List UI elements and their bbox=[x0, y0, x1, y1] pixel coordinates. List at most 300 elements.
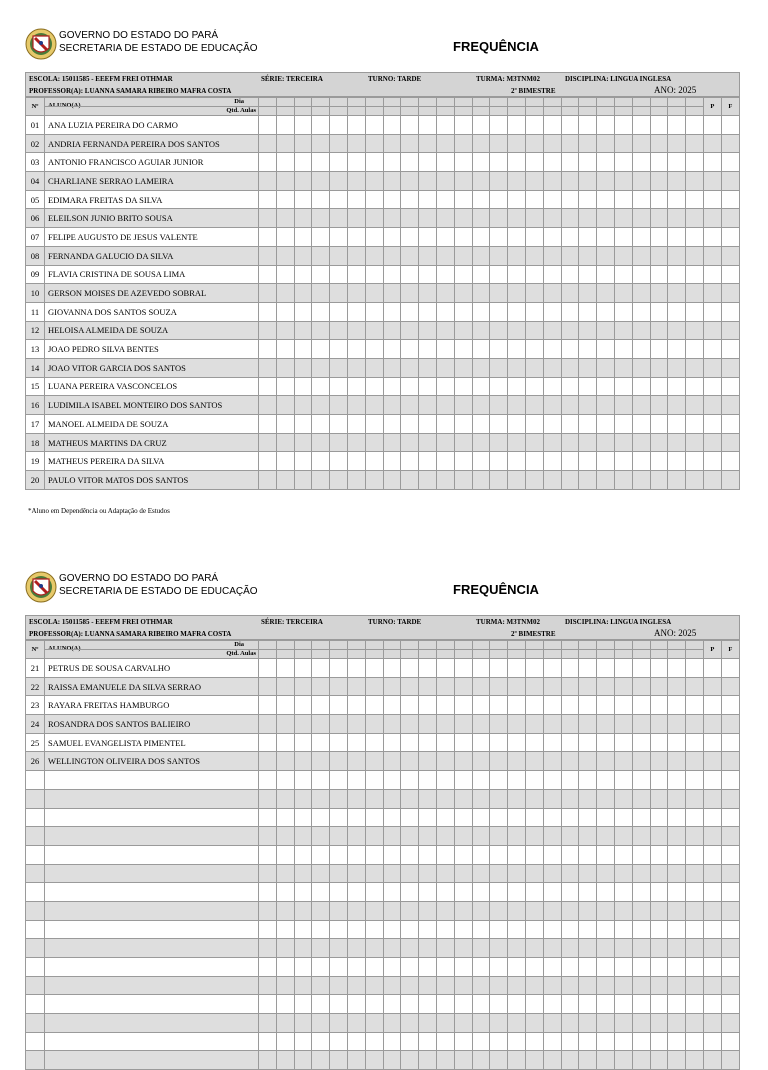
attendance-cell[interactable] bbox=[294, 246, 312, 265]
attendance-cell[interactable] bbox=[508, 920, 526, 939]
attendance-cell[interactable] bbox=[686, 190, 704, 209]
attendance-cell[interactable] bbox=[294, 1051, 312, 1070]
attendance-cell[interactable] bbox=[312, 677, 330, 696]
attendance-cell[interactable] bbox=[365, 471, 383, 490]
attendance-cell[interactable] bbox=[276, 995, 294, 1014]
attendance-cell[interactable] bbox=[525, 659, 543, 678]
attendance-cell[interactable] bbox=[686, 901, 704, 920]
attendance-cell[interactable] bbox=[383, 302, 401, 321]
attendance-cell[interactable] bbox=[472, 958, 490, 977]
day-column-header[interactable] bbox=[347, 641, 365, 659]
day-column-header[interactable] bbox=[490, 641, 508, 659]
attendance-cell[interactable] bbox=[436, 659, 454, 678]
attendance-cell[interactable] bbox=[383, 1051, 401, 1070]
day-column-header[interactable] bbox=[668, 98, 686, 116]
present-total-cell[interactable] bbox=[703, 209, 721, 228]
attendance-cell[interactable] bbox=[597, 153, 615, 172]
attendance-cell[interactable] bbox=[472, 1051, 490, 1070]
attendance-cell[interactable] bbox=[330, 284, 348, 303]
attendance-cell[interactable] bbox=[597, 284, 615, 303]
attendance-cell[interactable] bbox=[347, 995, 365, 1014]
attendance-cell[interactable] bbox=[597, 1051, 615, 1070]
attendance-cell[interactable] bbox=[632, 265, 650, 284]
attendance-cell[interactable] bbox=[419, 116, 437, 135]
attendance-cell[interactable] bbox=[259, 265, 277, 284]
attendance-cell[interactable] bbox=[686, 377, 704, 396]
attendance-cell[interactable] bbox=[383, 377, 401, 396]
attendance-cell[interactable] bbox=[347, 752, 365, 771]
attendance-cell[interactable] bbox=[490, 302, 508, 321]
attendance-cell[interactable] bbox=[312, 471, 330, 490]
absent-total-cell[interactable] bbox=[721, 920, 739, 939]
attendance-cell[interactable] bbox=[347, 696, 365, 715]
attendance-cell[interactable] bbox=[259, 920, 277, 939]
attendance-cell[interactable] bbox=[561, 677, 579, 696]
attendance-cell[interactable] bbox=[597, 340, 615, 359]
attendance-cell[interactable] bbox=[401, 246, 419, 265]
attendance-cell[interactable] bbox=[401, 827, 419, 846]
attendance-cell[interactable] bbox=[454, 976, 472, 995]
attendance-cell[interactable] bbox=[561, 976, 579, 995]
attendance-cell[interactable] bbox=[668, 808, 686, 827]
attendance-cell[interactable] bbox=[525, 1051, 543, 1070]
attendance-cell[interactable] bbox=[597, 976, 615, 995]
attendance-cell[interactable] bbox=[614, 995, 632, 1014]
attendance-cell[interactable] bbox=[668, 827, 686, 846]
attendance-cell[interactable] bbox=[490, 659, 508, 678]
attendance-cell[interactable] bbox=[508, 302, 526, 321]
attendance-cell[interactable] bbox=[383, 471, 401, 490]
attendance-cell[interactable] bbox=[508, 696, 526, 715]
attendance-cell[interactable] bbox=[597, 808, 615, 827]
attendance-cell[interactable] bbox=[668, 845, 686, 864]
attendance-cell[interactable] bbox=[686, 321, 704, 340]
attendance-cell[interactable] bbox=[401, 715, 419, 734]
attendance-cell[interactable] bbox=[650, 789, 668, 808]
attendance-cell[interactable] bbox=[597, 265, 615, 284]
attendance-cell[interactable] bbox=[436, 452, 454, 471]
attendance-cell[interactable] bbox=[561, 172, 579, 191]
present-total-cell[interactable] bbox=[703, 153, 721, 172]
attendance-cell[interactable] bbox=[312, 396, 330, 415]
attendance-cell[interactable] bbox=[525, 715, 543, 734]
attendance-cell[interactable] bbox=[543, 939, 561, 958]
attendance-cell[interactable] bbox=[508, 939, 526, 958]
attendance-cell[interactable] bbox=[294, 1014, 312, 1033]
attendance-cell[interactable] bbox=[436, 976, 454, 995]
attendance-cell[interactable] bbox=[614, 358, 632, 377]
absent-total-cell[interactable] bbox=[721, 358, 739, 377]
attendance-cell[interactable] bbox=[561, 789, 579, 808]
attendance-cell[interactable] bbox=[668, 733, 686, 752]
attendance-cell[interactable] bbox=[579, 433, 597, 452]
attendance-cell[interactable] bbox=[276, 808, 294, 827]
attendance-cell[interactable] bbox=[508, 153, 526, 172]
attendance-cell[interactable] bbox=[686, 752, 704, 771]
attendance-cell[interactable] bbox=[561, 659, 579, 678]
attendance-cell[interactable] bbox=[686, 209, 704, 228]
attendance-cell[interactable] bbox=[650, 471, 668, 490]
attendance-cell[interactable] bbox=[436, 827, 454, 846]
attendance-cell[interactable] bbox=[561, 190, 579, 209]
attendance-cell[interactable] bbox=[650, 696, 668, 715]
attendance-cell[interactable] bbox=[383, 771, 401, 790]
absent-total-cell[interactable] bbox=[721, 808, 739, 827]
attendance-cell[interactable] bbox=[454, 864, 472, 883]
attendance-cell[interactable] bbox=[259, 358, 277, 377]
attendance-cell[interactable] bbox=[259, 396, 277, 415]
present-total-cell[interactable] bbox=[703, 415, 721, 434]
attendance-cell[interactable] bbox=[383, 134, 401, 153]
attendance-cell[interactable] bbox=[668, 190, 686, 209]
attendance-cell[interactable] bbox=[365, 845, 383, 864]
attendance-cell[interactable] bbox=[508, 1051, 526, 1070]
attendance-cell[interactable] bbox=[508, 827, 526, 846]
day-column-header[interactable] bbox=[276, 98, 294, 116]
attendance-cell[interactable] bbox=[668, 789, 686, 808]
attendance-cell[interactable] bbox=[614, 901, 632, 920]
attendance-cell[interactable] bbox=[597, 827, 615, 846]
attendance-cell[interactable] bbox=[579, 845, 597, 864]
attendance-cell[interactable] bbox=[365, 864, 383, 883]
attendance-cell[interactable] bbox=[347, 901, 365, 920]
attendance-cell[interactable] bbox=[454, 883, 472, 902]
attendance-cell[interactable] bbox=[454, 659, 472, 678]
attendance-cell[interactable] bbox=[276, 321, 294, 340]
attendance-cell[interactable] bbox=[419, 976, 437, 995]
attendance-cell[interactable] bbox=[330, 789, 348, 808]
attendance-cell[interactable] bbox=[632, 659, 650, 678]
attendance-cell[interactable] bbox=[259, 827, 277, 846]
attendance-cell[interactable] bbox=[436, 995, 454, 1014]
attendance-cell[interactable] bbox=[472, 771, 490, 790]
attendance-cell[interactable] bbox=[632, 377, 650, 396]
attendance-cell[interactable] bbox=[561, 771, 579, 790]
attendance-cell[interactable] bbox=[686, 939, 704, 958]
attendance-cell[interactable] bbox=[330, 209, 348, 228]
attendance-cell[interactable] bbox=[472, 845, 490, 864]
attendance-cell[interactable] bbox=[561, 958, 579, 977]
attendance-cell[interactable] bbox=[561, 752, 579, 771]
attendance-cell[interactable] bbox=[436, 246, 454, 265]
attendance-cell[interactable] bbox=[401, 845, 419, 864]
attendance-cell[interactable] bbox=[294, 715, 312, 734]
attendance-cell[interactable] bbox=[419, 134, 437, 153]
absent-total-cell[interactable] bbox=[721, 471, 739, 490]
attendance-cell[interactable] bbox=[330, 1051, 348, 1070]
attendance-cell[interactable] bbox=[454, 209, 472, 228]
attendance-cell[interactable] bbox=[419, 845, 437, 864]
attendance-cell[interactable] bbox=[597, 901, 615, 920]
attendance-cell[interactable] bbox=[276, 471, 294, 490]
attendance-cell[interactable] bbox=[259, 284, 277, 303]
attendance-cell[interactable] bbox=[490, 958, 508, 977]
present-total-cell[interactable] bbox=[703, 358, 721, 377]
attendance-cell[interactable] bbox=[686, 228, 704, 247]
attendance-cell[interactable] bbox=[312, 377, 330, 396]
attendance-cell[interactable] bbox=[472, 976, 490, 995]
attendance-cell[interactable] bbox=[632, 958, 650, 977]
attendance-cell[interactable] bbox=[365, 284, 383, 303]
absent-total-cell[interactable] bbox=[721, 265, 739, 284]
attendance-cell[interactable] bbox=[490, 771, 508, 790]
attendance-cell[interactable] bbox=[454, 134, 472, 153]
day-column-header[interactable] bbox=[579, 98, 597, 116]
day-column-header[interactable] bbox=[686, 98, 704, 116]
absent-total-cell[interactable] bbox=[721, 845, 739, 864]
attendance-cell[interactable] bbox=[525, 190, 543, 209]
attendance-cell[interactable] bbox=[401, 452, 419, 471]
attendance-cell[interactable] bbox=[330, 415, 348, 434]
attendance-cell[interactable] bbox=[347, 172, 365, 191]
attendance-cell[interactable] bbox=[579, 340, 597, 359]
attendance-cell[interactable] bbox=[454, 246, 472, 265]
attendance-cell[interactable] bbox=[436, 845, 454, 864]
attendance-cell[interactable] bbox=[347, 771, 365, 790]
absent-total-cell[interactable] bbox=[721, 696, 739, 715]
present-total-cell[interactable] bbox=[703, 396, 721, 415]
attendance-cell[interactable] bbox=[579, 302, 597, 321]
attendance-cell[interactable] bbox=[650, 864, 668, 883]
attendance-cell[interactable] bbox=[454, 789, 472, 808]
attendance-cell[interactable] bbox=[454, 845, 472, 864]
attendance-cell[interactable] bbox=[614, 715, 632, 734]
attendance-cell[interactable] bbox=[365, 228, 383, 247]
attendance-cell[interactable] bbox=[259, 228, 277, 247]
attendance-cell[interactable] bbox=[472, 134, 490, 153]
attendance-cell[interactable] bbox=[686, 452, 704, 471]
attendance-cell[interactable] bbox=[276, 246, 294, 265]
attendance-cell[interactable] bbox=[597, 845, 615, 864]
day-column-header[interactable] bbox=[490, 98, 508, 116]
attendance-cell[interactable] bbox=[525, 1032, 543, 1051]
attendance-cell[interactable] bbox=[543, 733, 561, 752]
attendance-cell[interactable] bbox=[347, 976, 365, 995]
attendance-cell[interactable] bbox=[330, 321, 348, 340]
attendance-cell[interactable] bbox=[561, 396, 579, 415]
day-column-header[interactable] bbox=[508, 98, 526, 116]
attendance-cell[interactable] bbox=[579, 1032, 597, 1051]
attendance-cell[interactable] bbox=[490, 452, 508, 471]
attendance-cell[interactable] bbox=[543, 883, 561, 902]
attendance-cell[interactable] bbox=[525, 995, 543, 1014]
day-column-header[interactable] bbox=[525, 641, 543, 659]
attendance-cell[interactable] bbox=[525, 134, 543, 153]
attendance-cell[interactable] bbox=[508, 976, 526, 995]
attendance-cell[interactable] bbox=[419, 471, 437, 490]
attendance-cell[interactable] bbox=[436, 358, 454, 377]
attendance-cell[interactable] bbox=[490, 228, 508, 247]
attendance-cell[interactable] bbox=[632, 715, 650, 734]
attendance-cell[interactable] bbox=[508, 415, 526, 434]
attendance-cell[interactable] bbox=[276, 452, 294, 471]
attendance-cell[interactable] bbox=[525, 733, 543, 752]
attendance-cell[interactable] bbox=[347, 377, 365, 396]
attendance-cell[interactable] bbox=[330, 864, 348, 883]
attendance-cell[interactable] bbox=[419, 172, 437, 191]
attendance-cell[interactable] bbox=[347, 808, 365, 827]
attendance-cell[interactable] bbox=[525, 920, 543, 939]
attendance-cell[interactable] bbox=[614, 677, 632, 696]
attendance-cell[interactable] bbox=[312, 920, 330, 939]
attendance-cell[interactable] bbox=[561, 116, 579, 135]
attendance-cell[interactable] bbox=[632, 358, 650, 377]
attendance-cell[interactable] bbox=[276, 265, 294, 284]
attendance-cell[interactable] bbox=[365, 1032, 383, 1051]
attendance-cell[interactable] bbox=[383, 995, 401, 1014]
attendance-cell[interactable] bbox=[294, 396, 312, 415]
attendance-cell[interactable] bbox=[597, 883, 615, 902]
attendance-cell[interactable] bbox=[259, 771, 277, 790]
attendance-cell[interactable] bbox=[650, 358, 668, 377]
attendance-cell[interactable] bbox=[614, 752, 632, 771]
present-total-cell[interactable] bbox=[703, 1051, 721, 1070]
attendance-cell[interactable] bbox=[614, 976, 632, 995]
attendance-cell[interactable] bbox=[436, 771, 454, 790]
attendance-cell[interactable] bbox=[401, 771, 419, 790]
attendance-cell[interactable] bbox=[597, 172, 615, 191]
attendance-cell[interactable] bbox=[597, 116, 615, 135]
attendance-cell[interactable] bbox=[259, 733, 277, 752]
attendance-cell[interactable] bbox=[490, 340, 508, 359]
attendance-cell[interactable] bbox=[686, 153, 704, 172]
attendance-cell[interactable] bbox=[294, 471, 312, 490]
attendance-cell[interactable] bbox=[276, 715, 294, 734]
attendance-cell[interactable] bbox=[525, 827, 543, 846]
attendance-cell[interactable] bbox=[632, 827, 650, 846]
attendance-cell[interactable] bbox=[401, 901, 419, 920]
day-column-header[interactable] bbox=[312, 98, 330, 116]
attendance-cell[interactable] bbox=[347, 471, 365, 490]
attendance-cell[interactable] bbox=[525, 396, 543, 415]
attendance-cell[interactable] bbox=[561, 939, 579, 958]
attendance-cell[interactable] bbox=[312, 883, 330, 902]
attendance-cell[interactable] bbox=[436, 808, 454, 827]
attendance-cell[interactable] bbox=[401, 228, 419, 247]
absent-total-cell[interactable] bbox=[721, 396, 739, 415]
attendance-cell[interactable] bbox=[543, 284, 561, 303]
attendance-cell[interactable] bbox=[330, 340, 348, 359]
absent-total-cell[interactable] bbox=[721, 340, 739, 359]
attendance-cell[interactable] bbox=[259, 190, 277, 209]
attendance-cell[interactable] bbox=[472, 715, 490, 734]
present-total-cell[interactable] bbox=[703, 246, 721, 265]
attendance-cell[interactable] bbox=[632, 116, 650, 135]
attendance-cell[interactable] bbox=[543, 920, 561, 939]
attendance-cell[interactable] bbox=[401, 976, 419, 995]
attendance-cell[interactable] bbox=[401, 659, 419, 678]
attendance-cell[interactable] bbox=[508, 452, 526, 471]
attendance-cell[interactable] bbox=[259, 321, 277, 340]
attendance-cell[interactable] bbox=[347, 715, 365, 734]
day-column-header[interactable] bbox=[543, 98, 561, 116]
attendance-cell[interactable] bbox=[543, 452, 561, 471]
attendance-cell[interactable] bbox=[312, 321, 330, 340]
attendance-cell[interactable] bbox=[383, 209, 401, 228]
attendance-cell[interactable] bbox=[294, 864, 312, 883]
attendance-cell[interactable] bbox=[436, 677, 454, 696]
attendance-cell[interactable] bbox=[632, 452, 650, 471]
attendance-cell[interactable] bbox=[365, 209, 383, 228]
attendance-cell[interactable] bbox=[579, 771, 597, 790]
attendance-cell[interactable] bbox=[490, 190, 508, 209]
attendance-cell[interactable] bbox=[330, 396, 348, 415]
attendance-cell[interactable] bbox=[401, 1051, 419, 1070]
attendance-cell[interactable] bbox=[383, 452, 401, 471]
day-column-header[interactable] bbox=[312, 641, 330, 659]
attendance-cell[interactable] bbox=[401, 377, 419, 396]
attendance-cell[interactable] bbox=[668, 976, 686, 995]
attendance-cell[interactable] bbox=[472, 172, 490, 191]
attendance-cell[interactable] bbox=[259, 452, 277, 471]
attendance-cell[interactable] bbox=[561, 827, 579, 846]
attendance-cell[interactable] bbox=[650, 677, 668, 696]
attendance-cell[interactable] bbox=[508, 995, 526, 1014]
attendance-cell[interactable] bbox=[490, 415, 508, 434]
attendance-cell[interactable] bbox=[347, 452, 365, 471]
attendance-cell[interactable] bbox=[668, 995, 686, 1014]
attendance-cell[interactable] bbox=[436, 321, 454, 340]
attendance-cell[interactable] bbox=[276, 883, 294, 902]
attendance-cell[interactable] bbox=[436, 1051, 454, 1070]
attendance-cell[interactable] bbox=[632, 789, 650, 808]
attendance-cell[interactable] bbox=[668, 452, 686, 471]
attendance-cell[interactable] bbox=[401, 471, 419, 490]
attendance-cell[interactable] bbox=[579, 209, 597, 228]
present-total-cell[interactable] bbox=[703, 284, 721, 303]
attendance-cell[interactable] bbox=[561, 321, 579, 340]
attendance-cell[interactable] bbox=[614, 939, 632, 958]
attendance-cell[interactable] bbox=[383, 696, 401, 715]
attendance-cell[interactable] bbox=[543, 415, 561, 434]
attendance-cell[interactable] bbox=[365, 920, 383, 939]
attendance-cell[interactable] bbox=[472, 789, 490, 808]
attendance-cell[interactable] bbox=[472, 696, 490, 715]
attendance-cell[interactable] bbox=[347, 228, 365, 247]
attendance-cell[interactable] bbox=[454, 733, 472, 752]
absent-total-cell[interactable] bbox=[721, 864, 739, 883]
attendance-cell[interactable] bbox=[454, 808, 472, 827]
present-total-cell[interactable] bbox=[703, 733, 721, 752]
attendance-cell[interactable] bbox=[508, 715, 526, 734]
attendance-cell[interactable] bbox=[259, 415, 277, 434]
attendance-cell[interactable] bbox=[259, 134, 277, 153]
attendance-cell[interactable] bbox=[668, 265, 686, 284]
attendance-cell[interactable] bbox=[347, 153, 365, 172]
attendance-cell[interactable] bbox=[383, 153, 401, 172]
attendance-cell[interactable] bbox=[436, 415, 454, 434]
attendance-cell[interactable] bbox=[347, 958, 365, 977]
absent-total-cell[interactable] bbox=[721, 172, 739, 191]
attendance-cell[interactable] bbox=[650, 190, 668, 209]
attendance-cell[interactable] bbox=[686, 808, 704, 827]
present-total-cell[interactable] bbox=[703, 715, 721, 734]
attendance-cell[interactable] bbox=[543, 246, 561, 265]
attendance-cell[interactable] bbox=[365, 1014, 383, 1033]
present-total-cell[interactable] bbox=[703, 827, 721, 846]
attendance-cell[interactable] bbox=[259, 958, 277, 977]
day-column-header[interactable] bbox=[436, 641, 454, 659]
attendance-cell[interactable] bbox=[401, 415, 419, 434]
attendance-cell[interactable] bbox=[330, 939, 348, 958]
attendance-cell[interactable] bbox=[401, 396, 419, 415]
attendance-cell[interactable] bbox=[383, 321, 401, 340]
attendance-cell[interactable] bbox=[650, 321, 668, 340]
attendance-cell[interactable] bbox=[312, 901, 330, 920]
attendance-cell[interactable] bbox=[508, 116, 526, 135]
attendance-cell[interactable] bbox=[419, 789, 437, 808]
attendance-cell[interactable] bbox=[632, 134, 650, 153]
